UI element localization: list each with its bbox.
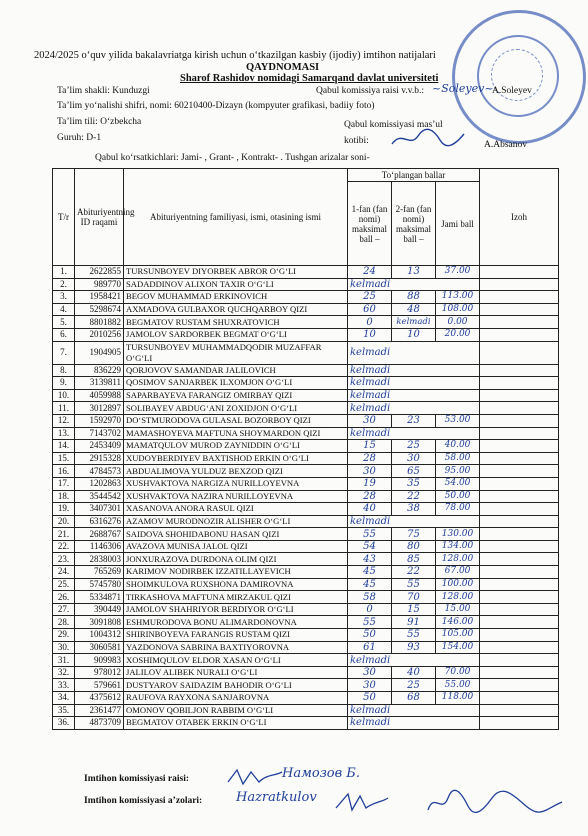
row-number: 14. — [53, 440, 75, 453]
note-cell — [480, 364, 559, 377]
table-row — [53, 578, 559, 591]
col-scores-group: To‘plangan ballar — [348, 169, 480, 182]
note-cell — [480, 477, 559, 490]
table-row — [53, 389, 559, 402]
note-cell — [480, 654, 559, 667]
row-number: 6. — [53, 328, 75, 341]
row-number: 5. — [53, 316, 75, 329]
absent-mark: kelmadi — [348, 377, 480, 390]
note-cell — [480, 465, 559, 478]
score-fan2: 55 — [392, 629, 436, 642]
note-cell — [480, 427, 559, 440]
score-total: 50.00 — [436, 490, 480, 503]
note-cell — [480, 316, 559, 329]
note-cell — [480, 291, 559, 304]
note-cell — [480, 704, 559, 717]
table-row — [53, 679, 559, 692]
score-fan1: 0 — [348, 316, 392, 329]
row-number: 2. — [53, 278, 75, 291]
note-cell — [480, 402, 559, 415]
applicant-name: SHOIMKULOVA RUXSHONA DAMIROVNA — [124, 578, 348, 591]
note-cell — [480, 440, 559, 453]
table-row — [53, 414, 559, 427]
applicant-name: ESHMURODOVA BONU ALIMARDONOVNA — [124, 616, 348, 629]
row-number: 26. — [53, 591, 75, 604]
table-row — [53, 452, 559, 465]
row-number: 19. — [53, 503, 75, 516]
applicant-name: XUSHVAKTOVA NAZIRA NURILLOYEVNA — [124, 490, 348, 503]
score-fan1: 30 — [348, 414, 392, 427]
applicant-id: 2838003 — [75, 553, 124, 566]
row-number: 32. — [53, 666, 75, 679]
note-cell — [480, 603, 559, 616]
row-number: 33. — [53, 679, 75, 692]
score-total: 15.00 — [436, 603, 480, 616]
note-cell — [480, 328, 559, 341]
table-row — [53, 490, 559, 503]
table-row — [53, 666, 559, 679]
applicant-name: JAMOLOV SARDORBEK BEGMAT O‘G‘LI — [124, 328, 348, 341]
table-row — [53, 341, 559, 364]
score-fan2: 55 — [392, 578, 436, 591]
absent-mark: kelmadi — [348, 717, 480, 730]
note-cell — [480, 666, 559, 679]
document-type: QAYDNOMASI — [246, 62, 320, 73]
applicant-id: 989770 — [75, 278, 124, 291]
score-fan1: 10 — [348, 328, 392, 341]
table-row — [53, 278, 559, 291]
applicant-name: TURSUNBOYEV DIYORBEK ABROR O‘G‘LI — [124, 266, 348, 279]
applicant-name: ABDUALIMOVA YULDUZ BEXZOD QIZI — [124, 465, 348, 478]
applicant-name: TURSUNBOYEV MUHAMMADQODIR MUZAFFAR O‘G‘LI — [124, 341, 348, 364]
score-fan1: 15 — [348, 440, 392, 453]
row-number: 27. — [53, 603, 75, 616]
table-row — [53, 303, 559, 316]
row-number: 34. — [53, 692, 75, 705]
score-total: 105.00 — [436, 629, 480, 642]
applicant-id: 1904905 — [75, 341, 124, 364]
row-number: 13. — [53, 427, 75, 440]
applicant-id: 579661 — [75, 679, 124, 692]
score-fan2: 68 — [392, 692, 436, 705]
note-cell — [480, 578, 559, 591]
note-cell — [480, 303, 559, 316]
score-total: 37.00 — [436, 266, 480, 279]
row-number: 25. — [53, 578, 75, 591]
score-fan1: 45 — [348, 566, 392, 579]
note-cell — [480, 503, 559, 516]
note-cell — [480, 679, 559, 692]
score-fan2: 85 — [392, 553, 436, 566]
applicant-id: 7143702 — [75, 427, 124, 440]
row-number: 16. — [53, 465, 75, 478]
secretary-label: Qabul komissiyasi mas’ul — [344, 120, 443, 130]
score-fan1: 55 — [348, 616, 392, 629]
row-number: 4. — [53, 303, 75, 316]
row-number: 17. — [53, 477, 75, 490]
row-number: 31. — [53, 654, 75, 667]
group-field: Guruh: D-1 — [57, 133, 102, 143]
table-row — [53, 654, 559, 667]
applicant-name: XOSHIMQULOV ELDOR XASAN O‘G‘LI — [124, 654, 348, 667]
score-fan1: 28 — [348, 490, 392, 503]
score-fan2: kelmadi — [392, 316, 436, 329]
score-fan2: 23 — [392, 414, 436, 427]
row-number: 7. — [53, 341, 75, 364]
score-fan2: 75 — [392, 528, 436, 541]
applicant-id: 3060581 — [75, 641, 124, 654]
row-number: 20. — [53, 515, 75, 528]
score-fan1: 25 — [348, 291, 392, 304]
note-cell — [480, 616, 559, 629]
table-row — [53, 603, 559, 616]
direction-field: Ta’lim yo‘nalishi shifri, nomi: 60210400-Dizayn (kompyuter grafikasi, badiiy foto) — [57, 101, 375, 111]
score-fan1: 55 — [348, 528, 392, 541]
applicant-id: 5298674 — [75, 303, 124, 316]
applicant-id: 978012 — [75, 666, 124, 679]
applicant-id: 909983 — [75, 654, 124, 667]
applicant-id: 765269 — [75, 566, 124, 579]
score-fan2: 40 — [392, 666, 436, 679]
absent-mark: kelmadi — [348, 515, 480, 528]
row-number: 10. — [53, 389, 75, 402]
col-note: Izoh — [480, 169, 559, 266]
score-fan1: 19 — [348, 477, 392, 490]
note-cell — [480, 540, 559, 553]
applicant-name: MAMASHOYEVA MAFTUNA SHOYMARDON QIZI — [124, 427, 348, 440]
absent-mark: kelmadi — [348, 704, 480, 717]
col-fan2: 2-fan (fan nomi) maksimal ball – — [392, 182, 436, 266]
absent-mark: kelmadi — [348, 389, 480, 402]
table-row — [53, 402, 559, 415]
applicant-id: 6316276 — [75, 515, 124, 528]
secretary-signature — [388, 126, 468, 152]
row-number: 35. — [53, 704, 75, 717]
score-total: 134.00 — [436, 540, 480, 553]
applicant-id: 4784573 — [75, 465, 124, 478]
table-row — [53, 641, 559, 654]
applicant-id: 1958421 — [75, 291, 124, 304]
row-number: 23. — [53, 553, 75, 566]
applicant-id: 8801882 — [75, 316, 124, 329]
chair-signature: ~Soleyev~ — [432, 82, 494, 95]
note-cell — [480, 591, 559, 604]
applicant-name: XUSHVAKTOVA NARGIZA NURILLOYEVNA — [124, 477, 348, 490]
footer-chair-scribble — [225, 766, 285, 788]
applicant-name: QOSIMOV SANJARBEK ILXOMJON O‘G‘LI — [124, 377, 348, 390]
row-number: 24. — [53, 566, 75, 579]
secretary-name: A.Absanov — [484, 140, 528, 150]
table-row — [53, 629, 559, 642]
applicant-id: 1004312 — [75, 629, 124, 642]
table-row — [53, 515, 559, 528]
note-cell — [480, 553, 559, 566]
applicant-name: QORJOVOV SAMANDAR JALILOVICH — [124, 364, 348, 377]
note-cell — [480, 414, 559, 427]
applicant-id: 4873709 — [75, 717, 124, 730]
note-cell — [480, 566, 559, 579]
note-cell — [480, 629, 559, 642]
results-table — [52, 168, 559, 730]
score-fan1: 50 — [348, 629, 392, 642]
score-total: 53.00 — [436, 414, 480, 427]
table-row — [53, 704, 559, 717]
applicant-name: KARIMOV NODIRBEK IZZATILLAYEVICH — [124, 566, 348, 579]
admission-quotas: Qabul ko‘rsatkichlari: Jami- , Grant- , Kontrakt- . Tushgan arizalar soni- — [95, 153, 370, 163]
commission-chair-name: A.Soleyev — [492, 86, 532, 96]
applicant-id: 3139811 — [75, 377, 124, 390]
secretary-label-2: kotibi: — [344, 136, 369, 146]
score-fan1: 54 — [348, 540, 392, 553]
applicant-name: SADADDINOV ALIXON TAXIR O‘G‘LI — [124, 278, 348, 291]
note-cell — [480, 641, 559, 654]
table-row — [53, 266, 559, 279]
applicant-id: 1592970 — [75, 414, 124, 427]
applicant-id: 3012897 — [75, 402, 124, 415]
applicant-name: BEGMATOV RUSTAM SHUXRATOVICH — [124, 316, 348, 329]
applicant-id: 2453409 — [75, 440, 124, 453]
applicant-id: 2915328 — [75, 452, 124, 465]
applicant-id: 2010256 — [75, 328, 124, 341]
row-number: 29. — [53, 629, 75, 642]
score-fan1: 58 — [348, 591, 392, 604]
score-total: 128.00 — [436, 553, 480, 566]
document-title: 2024/2025 o‘quv yilida bakalavriatga kirish uchun o‘tkazilgan kasbiy (ijodiy) imtihon natijalari — [34, 50, 436, 61]
row-number: 30. — [53, 641, 75, 654]
table-row — [53, 364, 559, 377]
note-cell — [480, 490, 559, 503]
score-fan1: 61 — [348, 641, 392, 654]
score-total: 58.00 — [436, 452, 480, 465]
applicant-id: 4059988 — [75, 389, 124, 402]
row-number: 9. — [53, 377, 75, 390]
table-row — [53, 316, 559, 329]
score-total: 78.00 — [436, 503, 480, 516]
applicant-id: 1146306 — [75, 540, 124, 553]
language-field: Ta’lim tili: O‘zbekcha — [57, 117, 142, 127]
score-fan2: 70 — [392, 591, 436, 604]
applicant-name: XUDOYBERDIYEV BAXTISHOD ERKIN O‘G‘LI — [124, 452, 348, 465]
table-row — [53, 377, 559, 390]
applicant-id: 390449 — [75, 603, 124, 616]
note-cell — [480, 528, 559, 541]
score-total: 67.00 — [436, 566, 480, 579]
absent-mark: kelmadi — [348, 341, 480, 364]
row-number: 8. — [53, 364, 75, 377]
table-row — [53, 477, 559, 490]
applicant-name: YAZDONOVA SABRINA BAXTIYOROVNA — [124, 641, 348, 654]
applicant-name: SOLIBAYEV ABDUG‘ANI ZOXIDJON O‘G‘LI — [124, 402, 348, 415]
table-row — [53, 503, 559, 516]
score-total: 130.00 — [436, 528, 480, 541]
university-name: Sharof Rashidov nomidagi Samarqand davlat universiteti — [180, 73, 439, 84]
table-row — [53, 291, 559, 304]
table-row — [53, 616, 559, 629]
absent-mark: kelmadi — [348, 402, 480, 415]
applicant-id: 5745780 — [75, 578, 124, 591]
applicant-id: 3407301 — [75, 503, 124, 516]
table-row — [53, 528, 559, 541]
absent-mark: kelmadi — [348, 278, 480, 291]
row-number: 36. — [53, 717, 75, 730]
applicant-name: TIRKASHOVA MAFTUNA MIRZAKUL QIZI — [124, 591, 348, 604]
footer-members-scribbles — [330, 788, 570, 818]
score-fan1: 30 — [348, 666, 392, 679]
table-row — [53, 328, 559, 341]
applicant-id: 5334871 — [75, 591, 124, 604]
note-cell — [480, 266, 559, 279]
table-row — [53, 591, 559, 604]
row-number: 21. — [53, 528, 75, 541]
score-fan2: 22 — [392, 566, 436, 579]
score-total: 55.00 — [436, 679, 480, 692]
score-total: 20.00 — [436, 328, 480, 341]
applicant-name: RAUFOVA RAYXONA SANJAROVNA — [124, 692, 348, 705]
score-fan2: 35 — [392, 477, 436, 490]
score-fan1: 50 — [348, 692, 392, 705]
applicant-id: 1202863 — [75, 477, 124, 490]
score-total: 54.00 — [436, 477, 480, 490]
score-fan2: 25 — [392, 679, 436, 692]
applicant-name: SAPARBAYEVA FARANGIZ OMIRBAY QIZI — [124, 389, 348, 402]
row-number: 28. — [53, 616, 75, 629]
score-total: 100.00 — [436, 578, 480, 591]
note-cell — [480, 452, 559, 465]
footer-chair-signature: Намозов Б. — [282, 766, 360, 781]
score-fan2: 25 — [392, 440, 436, 453]
note-cell — [480, 278, 559, 291]
score-fan2: 65 — [392, 465, 436, 478]
score-fan2: 22 — [392, 490, 436, 503]
note-cell — [480, 515, 559, 528]
footer-members-label: Imtihon komissiyasi a’zolari: — [84, 796, 203, 806]
score-fan2: 38 — [392, 503, 436, 516]
score-fan2: 93 — [392, 641, 436, 654]
absent-mark: kelmadi — [348, 427, 480, 440]
study-form: Ta’lim shakli: Kunduzgi — [57, 86, 150, 96]
applicant-name: JALILOV ALIBEK NURALI O‘G‘LI — [124, 666, 348, 679]
score-fan1: 60 — [348, 303, 392, 316]
score-total: 154.00 — [436, 641, 480, 654]
score-total: 113.00 — [436, 291, 480, 304]
score-fan1: 30 — [348, 679, 392, 692]
applicant-name: XASANOVA ANORA RASUL QIZI — [124, 503, 348, 516]
table-row — [53, 465, 559, 478]
applicant-id: 2361477 — [75, 704, 124, 717]
col-id: Abituriyentning ID raqami — [75, 169, 124, 266]
score-fan1: 30 — [348, 465, 392, 478]
applicant-name: SAIDOVA SHOHIDABONU HASAN QIZI — [124, 528, 348, 541]
row-number: 11. — [53, 402, 75, 415]
table-row — [53, 717, 559, 730]
applicant-name: AXMADOVA GULBAXOR QUCHQARBOY QIZI — [124, 303, 348, 316]
row-number: 1. — [53, 266, 75, 279]
score-fan2: 30 — [392, 452, 436, 465]
score-total: 118.00 — [436, 692, 480, 705]
score-fan1: 45 — [348, 578, 392, 591]
applicant-name: OMONOV QOBILJON RABBIM O‘G‘LI — [124, 704, 348, 717]
applicant-name: SHIRINBOYEVA FARANGIS RUSTAM QIZI — [124, 629, 348, 642]
applicant-id: 3544542 — [75, 490, 124, 503]
row-number: 3. — [53, 291, 75, 304]
score-total: 40.00 — [436, 440, 480, 453]
applicant-id: 2622855 — [75, 266, 124, 279]
university-stamp — [452, 10, 586, 144]
score-fan2: 48 — [392, 303, 436, 316]
score-fan1: 40 — [348, 503, 392, 516]
table-row — [53, 440, 559, 453]
applicant-name: DO‘STMURODOVA GULASAL BOZORBOY QIZI — [124, 414, 348, 427]
score-fan1: 28 — [348, 452, 392, 465]
table-row — [53, 427, 559, 440]
table-row — [53, 553, 559, 566]
col-fan1: 1-fan (fan nomi) maksimal ball – — [348, 182, 392, 266]
applicant-id: 4375612 — [75, 692, 124, 705]
applicant-id: 3091808 — [75, 616, 124, 629]
applicant-id: 2688767 — [75, 528, 124, 541]
col-total: Jami ball — [436, 182, 480, 266]
applicant-name: JAMOLOV SHAHRIYOR BERDIYOR O‘G‘LI — [124, 603, 348, 616]
score-fan2: 91 — [392, 616, 436, 629]
score-fan2: 88 — [392, 291, 436, 304]
table-row — [53, 540, 559, 553]
score-fan2: 10 — [392, 328, 436, 341]
absent-mark: kelmadi — [348, 654, 480, 667]
applicant-name: BEGOV MUHAMMAD ERKINOVICH — [124, 291, 348, 304]
score-fan2: 15 — [392, 603, 436, 616]
applicant-name: BEGMATOV OTABEK ERKIN O‘G‘LI — [124, 717, 348, 730]
score-total: 95.00 — [436, 465, 480, 478]
score-total: 70.00 — [436, 666, 480, 679]
score-fan1: 0 — [348, 603, 392, 616]
note-cell — [480, 341, 559, 364]
row-number: 18. — [53, 490, 75, 503]
table-row — [53, 692, 559, 705]
note-cell — [480, 692, 559, 705]
row-number: 12. — [53, 414, 75, 427]
applicant-name: AZAMOV MURODNOZIR ALISHER O‘G‘LI — [124, 515, 348, 528]
note-cell — [480, 377, 559, 390]
applicant-name: AVAZOVA MUNISA JALOL QIZI — [124, 540, 348, 553]
score-fan1: 24 — [348, 266, 392, 279]
note-cell — [480, 389, 559, 402]
footer-chair-label: Imtihon komissiyasi raisi: — [84, 774, 190, 784]
absent-mark: kelmadi — [348, 364, 480, 377]
applicant-id: 836229 — [75, 364, 124, 377]
score-fan1: 43 — [348, 553, 392, 566]
score-fan2: 13 — [392, 266, 436, 279]
row-number: 22. — [53, 540, 75, 553]
score-total: 0.00 — [436, 316, 480, 329]
applicant-name: DUSTYAROV SAIDAZIM BAHODIR O‘G‘LI — [124, 679, 348, 692]
table-row — [53, 566, 559, 579]
score-fan2: 80 — [392, 540, 436, 553]
applicant-name: MAMATQULOV MUROD ZAYNIDDIN O‘G‘LI — [124, 440, 348, 453]
footer-members-signature: Hazratkulov — [236, 790, 317, 805]
col-name: Abituriyentning familiyasi, ismi, otasining ismi — [124, 169, 348, 266]
note-cell — [480, 717, 559, 730]
score-total: 108.00 — [436, 303, 480, 316]
row-number: 15. — [53, 452, 75, 465]
score-total: 128.00 — [436, 591, 480, 604]
score-total: 146.00 — [436, 616, 480, 629]
col-num: T/r — [53, 169, 75, 266]
applicant-name: JONXURAZOVA DURDONA OLIM QIZI — [124, 553, 348, 566]
commission-chair-label: Qabul komissiya raisi v.v.b.: — [316, 86, 425, 96]
